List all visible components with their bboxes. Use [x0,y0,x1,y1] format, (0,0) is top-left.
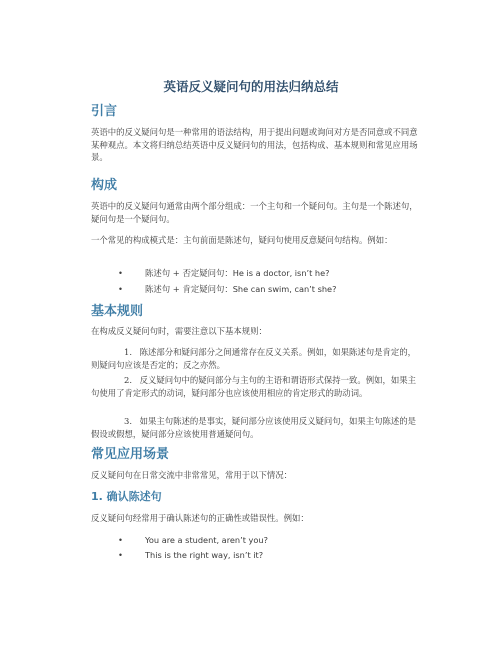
heading-rules: 基本规则 [91,304,144,319]
heading-usage: 常见应用场景 [91,447,170,462]
numbered-item [91,346,423,371]
subheading-confirm: 1. 确认陈述句 [91,490,162,503]
numbered-item [91,374,423,399]
item-number: 2. [124,375,132,385]
item-example: This is the right way, isn’t it? [145,550,264,560]
confirm-intro: 反义疑问句经常用于确认陈述句的正确性或错误性。例如： [91,513,309,523]
numbered-item [91,415,423,440]
rules-intro: 在构成反义疑问句时，需要注意以下基本规则： [91,326,267,336]
item-text: 反义疑问句中的疑问部分与主句的主语和谓语形式保持一致。例如，如果主句使用了肯定形式的动词，疑问部分也应该使用相应的肯定形式的助动词。 [91,375,417,398]
list-item [118,534,268,546]
usage-intro: 反义疑问句在日常交流中非常常见，常用于以下情况： [91,470,292,480]
item-example: He is a doctor, isn’t he? [232,268,330,278]
list-item [118,267,330,279]
item-number: 1. [124,347,132,357]
item-number: 3. [124,416,132,426]
list-item [118,549,263,561]
item-example: You are a student, aren’t you? [145,535,268,545]
item-prefix: 陈述句 + 肯定疑问句： [145,284,233,294]
intro-paragraph: 英语中的反义疑问句是一种常用的语法结构，用于提出问题或询问对方是否同意或不同意某种观点。本文将归纳总结英语中反义疑问句的用法，包括构成、基本规则和常见应用场景。 [91,127,418,162]
document-title: 英语反义疑问句的用法归纳总结 [163,79,339,94]
list-item [118,283,336,295]
bullet-icon: • [118,284,123,294]
bullet-icon: • [118,268,123,278]
structure-paragraph-1: 英语中的反义疑问句通常由两个部分组成：一个主句和一个疑问句。主句是一个陈述句，疑问句是一个疑问句。 [91,201,418,224]
item-example: She can swim, can’t she? [232,284,337,294]
heading-intro: 引言 [91,104,118,119]
structure-paragraph-2: 一个常见的构成模式是：主句前面是陈述句，疑问句使用反意疑问句结构。例如： [91,235,393,245]
bullet-icon: • [118,535,123,545]
bullet-icon: • [118,550,123,560]
item-prefix: 陈述句 + 否定疑问句： [145,268,233,278]
heading-structure: 构成 [91,178,118,193]
item-text: 陈述部分和疑问部分之间通常存在反义关系。例如，如果陈述句是肯定的，则疑问句应该是否定的；反之亦然。 [91,347,417,370]
item-text: 如果主句陈述的是事实，疑问部分应该使用反义疑问句，如果主句陈述的是假设或假想，疑问部分应该使用普通疑问句。 [91,416,417,439]
